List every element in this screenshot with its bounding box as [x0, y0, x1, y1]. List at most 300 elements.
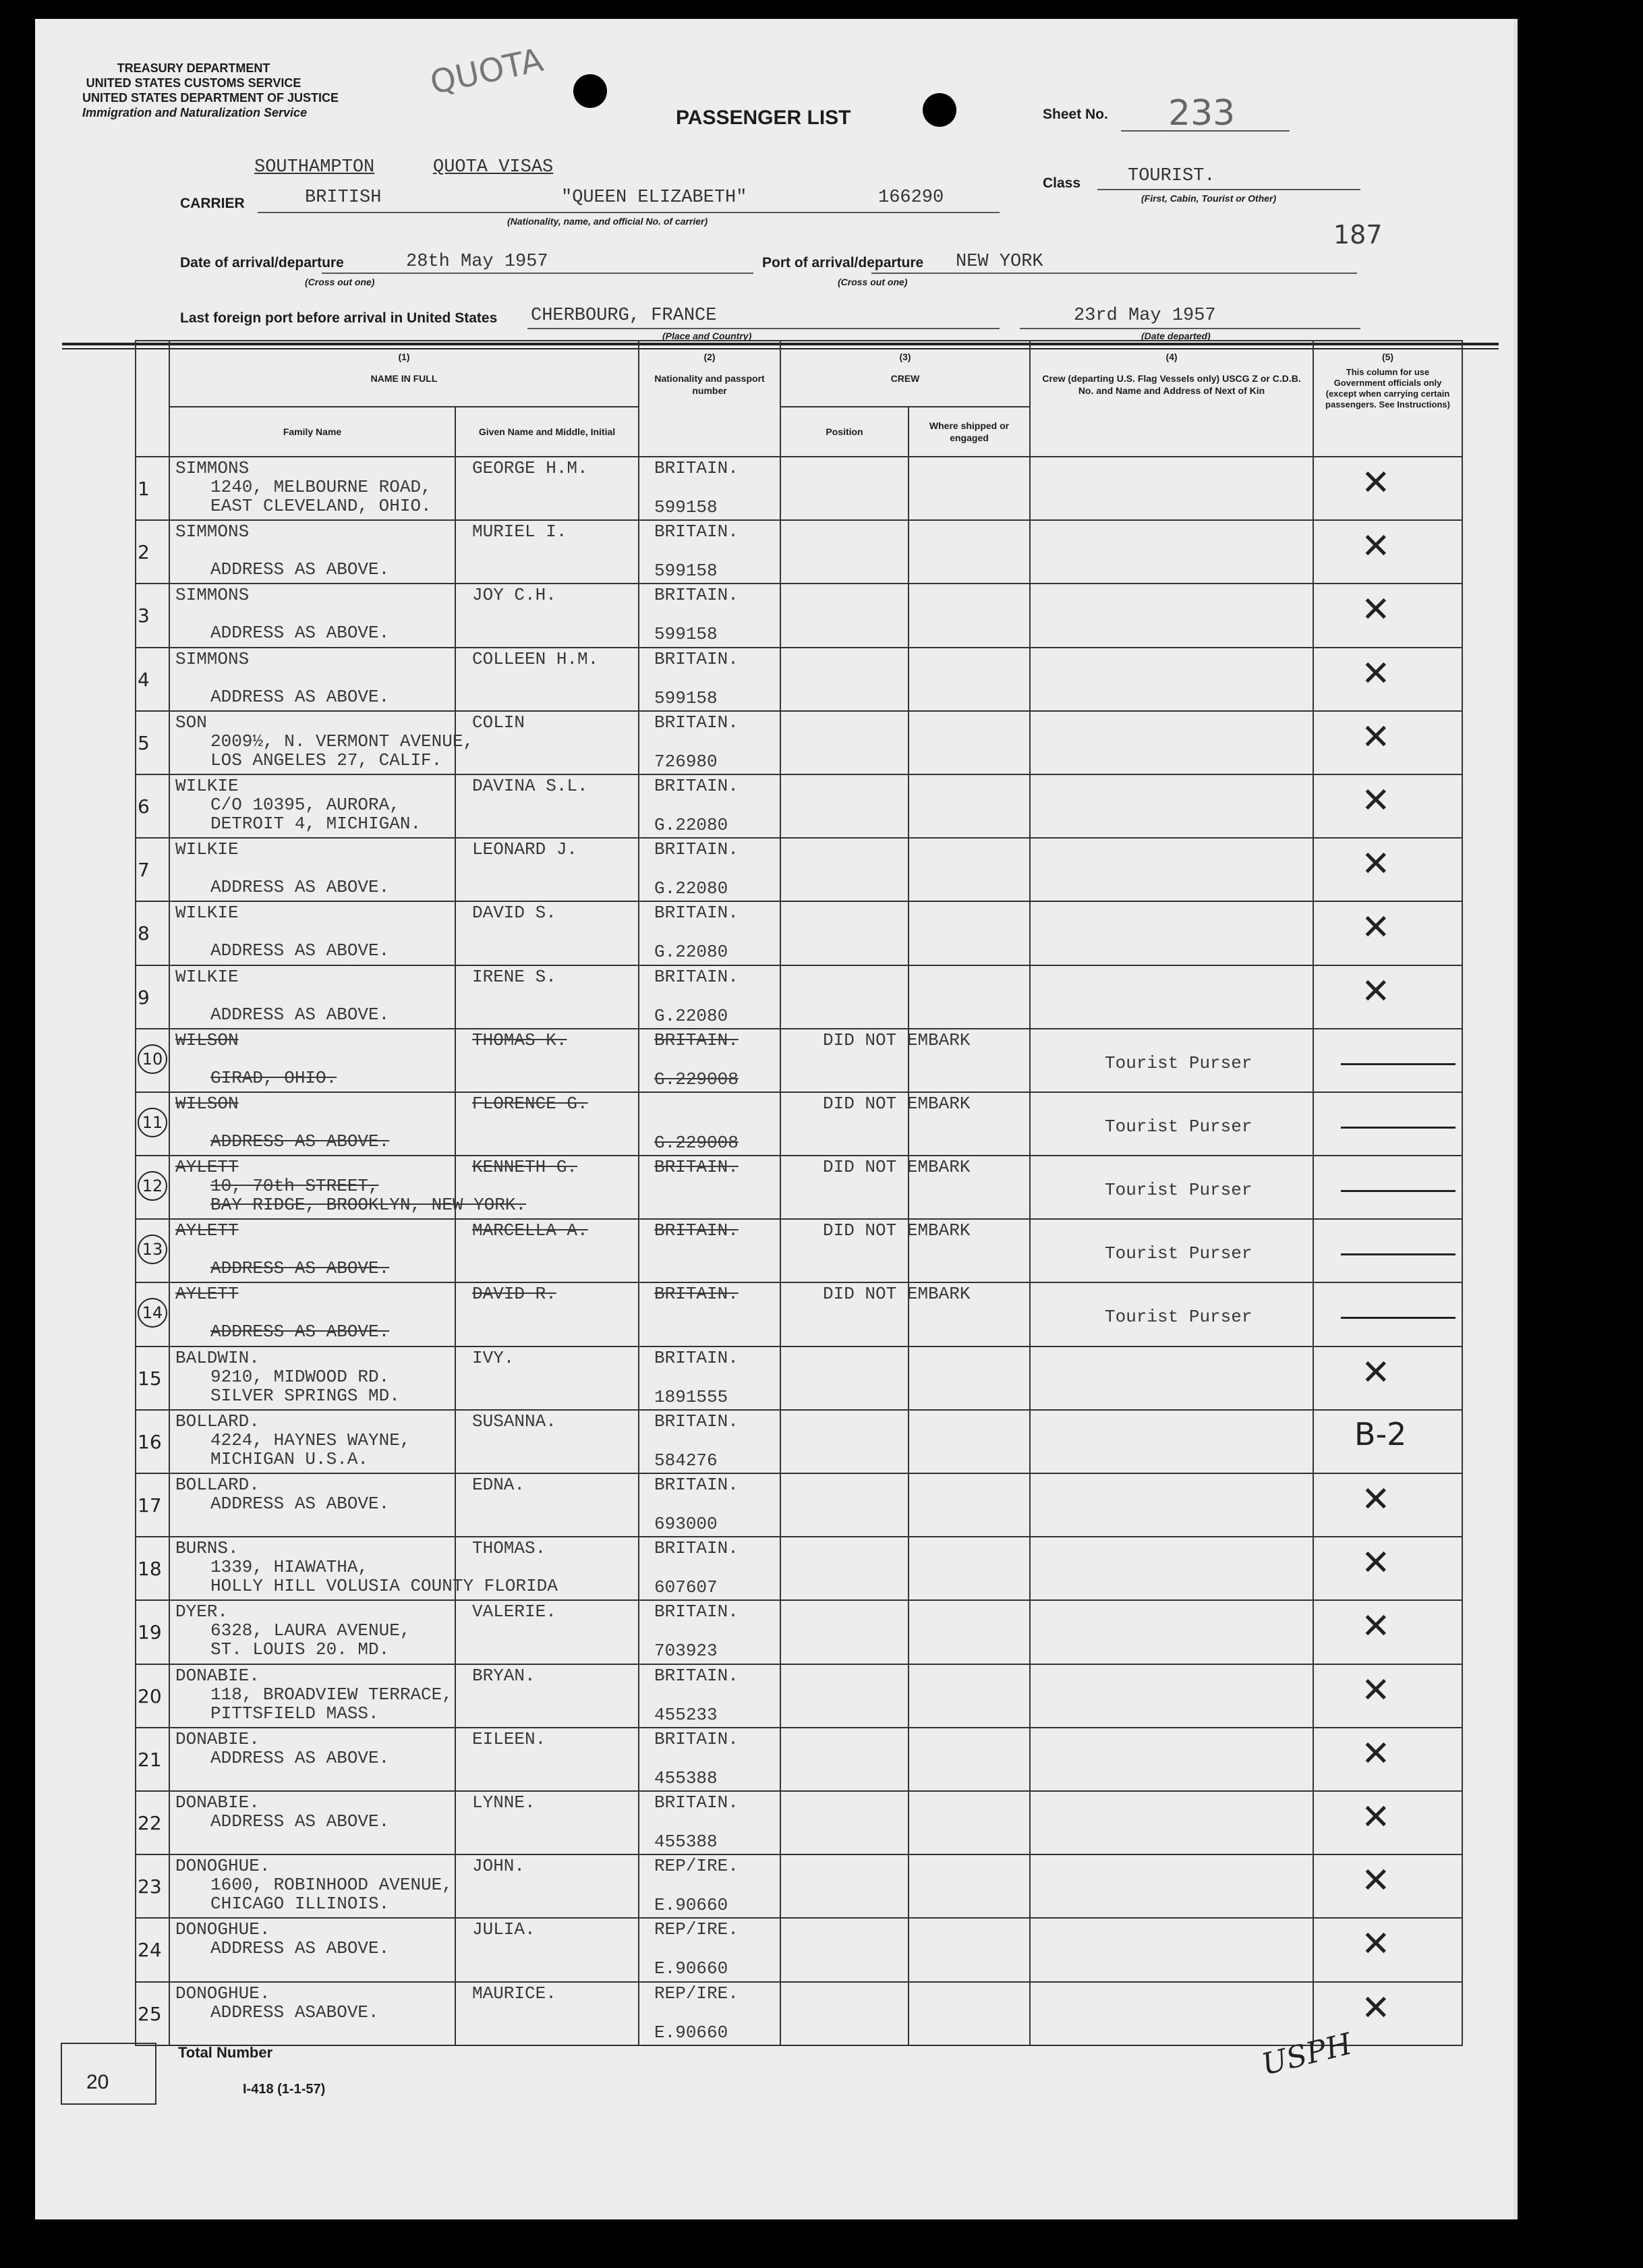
passport-number: 607607: [654, 1577, 718, 1598]
agency-line-3: UNITED STATES DEPARTMENT OF JUSTICE: [82, 91, 339, 105]
address-line-1: 1600, ROBINHOOD AVENUE,: [210, 1875, 453, 1896]
family-name: DONABIE.: [175, 1792, 260, 1813]
given-cell: [455, 901, 639, 965]
table-row: [136, 520, 1462, 584]
family-cell: [169, 1982, 455, 2045]
given-name: COLLEEN H.M.: [472, 648, 599, 669]
nationality: BRITAIN.: [654, 1665, 739, 1686]
carrier-number: 166290: [878, 188, 944, 208]
given-cell: [455, 774, 639, 838]
address-line-1: 2009½, N. VERMONT AVENUE,: [210, 731, 474, 752]
family-name: BOLLARD.: [175, 1411, 260, 1431]
given-cell: [455, 965, 639, 1029]
address-line-2: ADDRESS AS ABOVE.: [210, 1004, 390, 1025]
where-shipped-cell: [909, 1473, 1030, 1537]
position-cell: [780, 774, 909, 838]
table-row: [136, 1346, 1462, 1410]
next-of-kin-cell: [1030, 1219, 1313, 1282]
family-name: DYER.: [175, 1601, 229, 1622]
next-of-kin-cell: [1030, 1791, 1313, 1854]
total-value: 20: [86, 2071, 109, 2093]
official-cell: [1313, 520, 1462, 584]
nationality: BRITAIN.: [654, 839, 739, 860]
nationality-cell: [639, 1346, 780, 1410]
next-of-kin-cell: [1030, 1156, 1313, 1219]
official-mark: ✕: [1361, 1670, 1391, 1711]
where-shipped-cell: [909, 711, 1030, 774]
official-mark: ✕: [1361, 907, 1391, 948]
col3-title: CREW: [890, 373, 920, 384]
official-cell: [1313, 1410, 1462, 1473]
address-line-1: ADDRESS ASABOVE.: [210, 2002, 379, 2022]
given-name: SUSANNA.: [472, 1411, 556, 1431]
where-shipped-cell: [909, 1791, 1030, 1854]
table-row: [136, 1282, 1462, 1346]
next-of-kin-cell: [1030, 1346, 1313, 1410]
given-name: FLORENCE G.: [472, 1093, 588, 1114]
row-number-cell: [136, 1600, 169, 1664]
table-row: [136, 711, 1462, 774]
where-shipped-cell: [909, 1664, 1030, 1728]
departed-caption: (Date departed): [1141, 331, 1211, 341]
position-cell: [780, 838, 909, 901]
row-number-cell: [136, 457, 169, 520]
official-mark: ✕: [1361, 844, 1391, 885]
nationality: BRITAIN.: [654, 1029, 739, 1050]
address-line-2: ADDRESS AS ABOVE.: [210, 940, 390, 961]
official-cell: [1313, 1156, 1462, 1219]
nationality-cell: [639, 520, 780, 584]
next-of-kin-cell: [1030, 1600, 1313, 1664]
family-cell: [169, 1791, 455, 1854]
where-shipped-cell: [909, 1600, 1030, 1664]
given-name: MAURICE.: [472, 1983, 556, 2004]
address-line-2: PITTSFIELD MASS.: [210, 1703, 379, 1724]
position-cell: [780, 901, 909, 965]
address-line-1: 6328, LAURA AVENUE,: [210, 1620, 411, 1641]
row-number: 22: [138, 1811, 162, 1834]
given-cell: [455, 1282, 639, 1346]
next-of-kin-cell: [1030, 1854, 1313, 1918]
agency-line-4: Immigration and Naturalization Service: [82, 106, 308, 119]
passport-number: 703923: [654, 1641, 718, 1662]
given-name: BRYAN.: [472, 1665, 536, 1686]
next-of-kin-cell: [1030, 1282, 1313, 1346]
sheet-underline: [1121, 130, 1290, 132]
official-cell: [1313, 457, 1462, 520]
official-cell: [1313, 1092, 1462, 1156]
sheet-label: Sheet No.: [1043, 107, 1108, 122]
passport-number: E.90660: [654, 1958, 728, 1979]
official-mark: ✕: [1361, 1796, 1391, 1838]
crew-status: DID NOT EMBARK: [823, 1284, 971, 1305]
given-name: THOMAS K.: [472, 1029, 567, 1050]
nationality-cell: [639, 901, 780, 965]
arrival-port-underline: [871, 273, 1357, 274]
crew-status: DID NOT EMBARK: [823, 1157, 971, 1178]
row-number-cell: [136, 1410, 169, 1473]
col3-number: (3): [899, 351, 911, 362]
given-cell: [455, 1791, 639, 1854]
nationality-cell: [639, 457, 780, 520]
given-name: MURIEL I.: [472, 521, 567, 542]
handwritten-quota: QUOTA: [427, 41, 547, 102]
given-cell: [455, 1346, 639, 1410]
position-cell: [780, 1982, 909, 2045]
col3-header: [780, 341, 1030, 407]
nationality: BRITAIN.: [654, 648, 739, 669]
given-cell: [455, 1854, 639, 1918]
given-cell: [455, 1664, 639, 1728]
nationality-cell: [639, 1791, 780, 1854]
nationality-cell: [639, 1600, 780, 1664]
passport-number: 599158: [654, 497, 718, 517]
passport-number: 455233: [654, 1704, 718, 1725]
table-row: [136, 965, 1462, 1029]
official-mark: ✕: [1361, 971, 1391, 1012]
family-name: DONABIE.: [175, 1728, 260, 1749]
row-number-cell: [136, 1982, 169, 2045]
family-name: AYLETT: [175, 1284, 239, 1305]
position-cell: [780, 457, 909, 520]
carrier-label: CARRIER: [180, 196, 245, 211]
given-name: EILEEN.: [472, 1728, 546, 1749]
official-cell: [1313, 1728, 1462, 1791]
next-of-kin-cell: [1030, 965, 1313, 1029]
position-cell: [780, 1600, 909, 1664]
table-row: [136, 1473, 1462, 1537]
next-of-kin-cell: [1030, 1728, 1313, 1791]
official-cell: [1313, 584, 1462, 647]
family-cell: [169, 838, 455, 901]
crew-status: DID NOT EMBARK: [823, 1220, 971, 1241]
official-cell: [1313, 901, 1462, 965]
official-cell: [1313, 1346, 1462, 1410]
row-number: 6: [138, 795, 150, 818]
where-shipped-cell: [909, 1537, 1030, 1600]
passport-number: G.22080: [654, 942, 728, 963]
where-shipped-cell: [909, 584, 1030, 647]
where-shipped-cell: [909, 1728, 1030, 1791]
address-line-1: ADDRESS AS ABOVE.: [210, 1494, 390, 1514]
family-name: BOLLARD.: [175, 1475, 260, 1495]
passenger-table: [135, 340, 1463, 2046]
given-cell: [455, 1092, 639, 1156]
position-cell: [780, 1918, 909, 1981]
official-dash: [1341, 1127, 1455, 1129]
last-port-label: Last foreign port before arrival in United States: [180, 310, 498, 326]
official-mark: ✕: [1361, 1733, 1391, 1774]
crew-status: DID NOT EMBARK: [823, 1093, 971, 1114]
row-number: 19: [138, 1621, 162, 1644]
quota-visas: QUOTA VISAS: [433, 157, 554, 177]
given-cell: [455, 1156, 639, 1219]
table-row: [136, 1728, 1462, 1791]
given-name: EDNA.: [472, 1475, 525, 1495]
address-line-2: BAY RIDGE, BROOKLYN, NEW YORK.: [210, 1195, 527, 1216]
address-line-2: HOLLY HILL VOLUSIA COUNTY FLORIDA: [210, 1576, 558, 1597]
given-cell: [455, 520, 639, 584]
row-number-cell: [136, 1918, 169, 1981]
agency-line-2: UNITED STATES CUSTOMS SERVICE: [86, 76, 301, 90]
position-cell: [780, 1156, 971, 1219]
given-cell: [455, 1029, 639, 1092]
page-title: PASSENGER LIST: [676, 107, 851, 129]
row-number: 15: [138, 1367, 162, 1390]
official-cell: [1313, 965, 1462, 1029]
official-dash: [1341, 1063, 1455, 1065]
address-line-1: 9210, MIDWOOD RD.: [210, 1366, 390, 1387]
row-number: 3: [138, 604, 150, 627]
nationality: BRITAIN.: [654, 712, 739, 733]
arrival-date-value: 28th May 1957: [406, 252, 548, 272]
nationality-cell: [639, 1410, 780, 1473]
official-mark: ✕: [1361, 780, 1391, 821]
kin-text: Tourist Purser: [1105, 1180, 1252, 1201]
col5-title: This column for use Government officials only (except when carrying certain passengers. See Instructions): [1325, 367, 1450, 409]
row-number: 8: [138, 922, 150, 945]
nationality: BRITAIN.: [654, 775, 739, 796]
nationality-cell: [639, 1854, 780, 1918]
nationality-cell: [639, 1156, 780, 1219]
passport-number: E.90660: [654, 2022, 728, 2043]
row-number-cell: [136, 965, 169, 1029]
sheet-number: 233: [1168, 93, 1236, 134]
where-shipped-cell: [909, 648, 1030, 711]
where-shipped-cell: [909, 520, 1030, 584]
col2-header: [639, 341, 780, 457]
family-name: AYLETT: [175, 1157, 239, 1178]
rownum-header: [136, 341, 169, 457]
next-of-kin-cell: [1030, 1982, 1313, 2045]
given-name: JOY C.H.: [472, 585, 556, 606]
given-name: THOMAS.: [472, 1538, 546, 1559]
table-row: [136, 1982, 1462, 2045]
family-cell: [169, 711, 474, 774]
col1-number: (1): [398, 351, 410, 362]
where-shipped-cell: [909, 1029, 1030, 1092]
carrier-nationality: BRITISH: [305, 188, 382, 208]
table-row: [136, 1600, 1462, 1664]
position-cell: [780, 1029, 971, 1092]
position-cell: [780, 520, 909, 584]
where-shipped-cell: [909, 774, 1030, 838]
next-of-kin-cell: [1030, 1473, 1313, 1537]
carrier-underline: [258, 212, 1000, 213]
kin-text: Tourist Purser: [1105, 1243, 1252, 1264]
arrival-date-underline: [322, 273, 753, 274]
given-cell: [455, 1982, 639, 2045]
family-name: AYLETT: [175, 1220, 239, 1241]
row-number-cell: [136, 1664, 169, 1728]
family-name: DONOGHUE.: [175, 1919, 270, 1940]
family-name: WILKIE: [175, 903, 239, 924]
last-port-value: CHERBOURG, FRANCE: [531, 306, 717, 326]
address-line-2: ADDRESS AS ABOVE.: [210, 559, 390, 580]
passport-number: 726980: [654, 751, 718, 772]
official-mark: ✕: [1361, 1861, 1391, 1902]
given-cell: [455, 1473, 639, 1537]
official-cell: [1313, 774, 1462, 838]
row-number: 18: [138, 1558, 162, 1581]
nationality: BRITAIN.: [654, 1475, 739, 1495]
last-port-underline: [527, 328, 1000, 329]
nationality-cell: [639, 1728, 780, 1791]
given-name: GEORGE H.M.: [472, 458, 588, 478]
passport-number: G.229008: [654, 1069, 739, 1089]
passport-number: G.229008: [654, 1132, 739, 1153]
address-line-1: 1240, MELBOURNE ROAD,: [210, 477, 432, 497]
form-number: I-418 (1-1-57): [243, 2082, 326, 2097]
next-of-kin-cell: [1030, 711, 1313, 774]
passport-number: 584276: [654, 1450, 718, 1471]
official-mark: ✕: [1361, 1924, 1391, 1965]
address-line-1: ADDRESS AS ABOVE.: [210, 1747, 390, 1768]
official-cell: [1313, 648, 1462, 711]
given-cell: [455, 584, 639, 647]
nationality: BRITAIN.: [654, 585, 739, 606]
where-shipped-cell: [909, 965, 1030, 1029]
family-name: WILSON: [175, 1029, 239, 1050]
official-cell: [1313, 1791, 1462, 1854]
row-number: 20: [138, 1684, 162, 1707]
row-number-cell: [136, 1728, 169, 1791]
arrival-date-label: Date of arrival/departure: [180, 255, 344, 271]
given-cell: [455, 1600, 639, 1664]
family-cell: [169, 584, 455, 647]
row-number-cell: [136, 1282, 169, 1346]
official-mark: ✕: [1361, 463, 1391, 503]
row-number: 17: [138, 1494, 162, 1516]
row-number: 14: [138, 1298, 167, 1328]
where-shipped-cell: [909, 1219, 1030, 1282]
position-cell: [780, 965, 909, 1029]
total-box: [61, 2043, 156, 2105]
table-row: [136, 648, 1462, 711]
table-row: [136, 1156, 1462, 1219]
given-cell: [455, 457, 639, 520]
official-cell: [1313, 1600, 1462, 1664]
nationality: BRITAIN.: [654, 521, 739, 542]
row-number: 16: [138, 1430, 162, 1453]
nationality: BRITAIN.: [654, 458, 739, 478]
address-line-2: GIRAD, OHIO.: [210, 1067, 337, 1088]
row-number-cell: [136, 1473, 169, 1537]
last-port-caption: (Place and Country): [662, 331, 752, 341]
passport-number: G.22080: [654, 814, 728, 835]
nationality: BRITAIN.: [654, 1157, 739, 1178]
family-name: SIMMONS: [175, 585, 250, 606]
family-cell: [169, 648, 455, 711]
position-header: Position: [780, 407, 909, 457]
nationality: BRITAIN.: [654, 966, 739, 987]
position-cell: [780, 584, 909, 647]
row-number-cell: [136, 1537, 169, 1600]
address-line-2: ADDRESS AS ABOVE.: [210, 1131, 390, 1152]
next-of-kin-cell: [1030, 1918, 1313, 1981]
where-shipped-cell: [909, 1918, 1030, 1981]
position-cell: [780, 1346, 909, 1410]
col2-number: (2): [703, 351, 716, 362]
position-cell: [780, 1410, 909, 1473]
position-cell: [780, 1473, 909, 1537]
class-label: Class: [1043, 175, 1081, 191]
arrival-port-value: NEW YORK: [956, 252, 1043, 272]
nationality-cell: [639, 584, 780, 647]
next-of-kin-cell: [1030, 901, 1313, 965]
family-cell: [169, 520, 455, 584]
given-name-header: Given Name and Middle, Initial: [455, 407, 639, 457]
passport-number: E.90660: [654, 1895, 728, 1916]
official-mark: ✕: [1361, 526, 1391, 567]
table-row: [136, 1791, 1462, 1854]
address-line-2: ADDRESS AS ABOVE.: [210, 623, 390, 644]
family-cell: [169, 1282, 455, 1346]
next-of-kin-cell: [1030, 520, 1313, 584]
row-number: 2: [138, 541, 150, 564]
official-mark: B-2: [1354, 1415, 1407, 1452]
official-mark: ✕: [1361, 590, 1391, 631]
table-row: [136, 1854, 1462, 1918]
given-name: DAVID S.: [472, 903, 556, 924]
row-number-cell: [136, 1092, 169, 1156]
family-name: BURNS.: [175, 1538, 239, 1559]
nationality: BRITAIN.: [654, 1411, 739, 1431]
given-cell: [455, 1537, 639, 1600]
passport-number: 599158: [654, 687, 718, 708]
col5-header: [1313, 341, 1462, 457]
where-shipped-cell: [909, 1282, 1030, 1346]
family-cell: [169, 965, 455, 1029]
position-cell: [780, 1664, 909, 1728]
where-shipped-cell: [909, 457, 1030, 520]
official-cell: [1313, 838, 1462, 901]
nationality-cell: [639, 965, 780, 1029]
family-name: DONOGHUE.: [175, 1983, 270, 2004]
address-line-1: C/O 10395, AURORA,: [210, 794, 400, 815]
official-mark: ✕: [1361, 1987, 1391, 2029]
position-cell: [780, 1537, 909, 1600]
family-name: WILSON: [175, 1093, 239, 1114]
agency-line-1: TREASURY DEPARTMENT: [117, 61, 270, 75]
position-cell: [780, 1219, 971, 1282]
class-caption: (First, Cabin, Tourist or Other): [1141, 193, 1277, 204]
agency-block: [82, 61, 339, 120]
family-cell: [169, 1092, 455, 1156]
official-cell: [1313, 1219, 1462, 1282]
official-dash: [1341, 1253, 1455, 1255]
family-name: DONOGHUE.: [175, 1856, 270, 1877]
row-number-cell: [136, 520, 169, 584]
row-number: 10: [138, 1044, 167, 1074]
given-name: JOHN.: [472, 1856, 525, 1877]
row-number: 11: [138, 1108, 167, 1137]
official-mark: ✕: [1361, 1543, 1391, 1584]
given-name: IVY.: [472, 1347, 515, 1368]
official-cell: [1313, 1918, 1462, 1981]
next-of-kin-cell: [1030, 457, 1313, 520]
where-shipped-cell: [909, 1854, 1030, 1918]
row-number: 24: [138, 1939, 162, 1962]
where-shipped-cell: [909, 1156, 1030, 1219]
row-number-cell: [136, 901, 169, 965]
where-shipped-cell: [909, 901, 1030, 965]
row-number: 13: [138, 1235, 167, 1264]
family-name: WILKIE: [175, 966, 239, 987]
arrival-date-caption: (Cross out one): [305, 277, 375, 287]
col1-title: NAME IN FULL: [370, 373, 438, 384]
col2-title: Nationality and passport number: [654, 373, 765, 396]
